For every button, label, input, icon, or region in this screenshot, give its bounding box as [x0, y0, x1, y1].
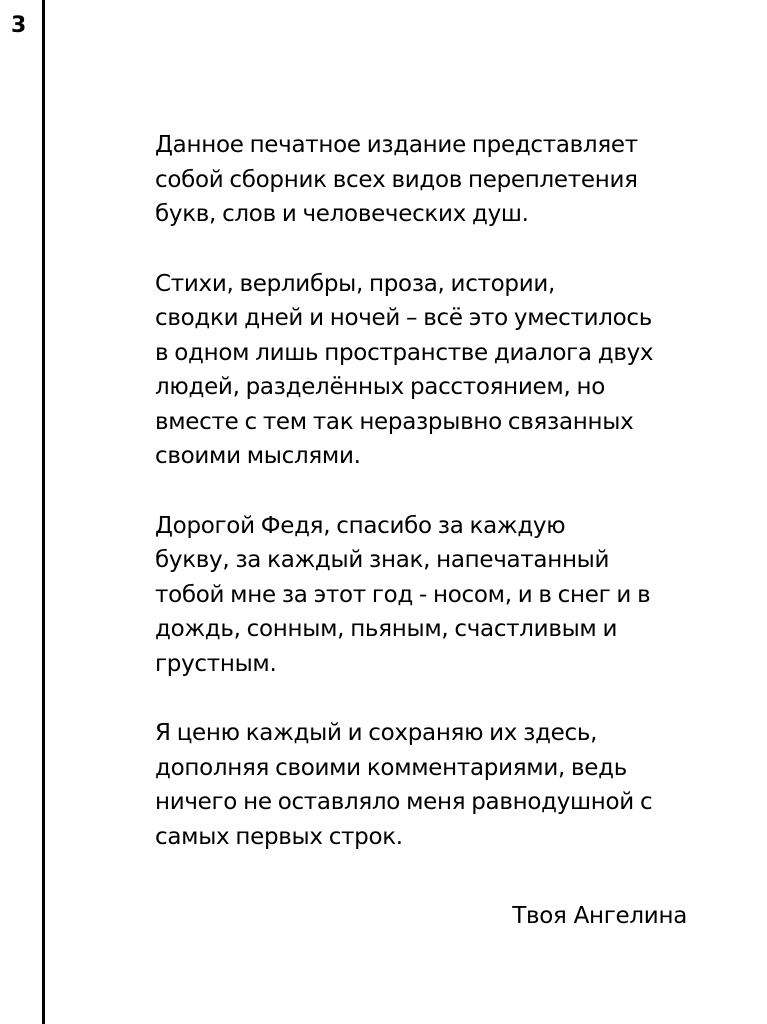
- paragraph-line: самых первых строк.: [155, 823, 403, 850]
- paragraph-line: тобой мне за этот год - носом, и в снег и в: [155, 581, 651, 608]
- paragraph-line: своими мыслями.: [155, 443, 361, 469]
- paragraph-1: [133, 128, 723, 232]
- paragraph-line: ничего не оставляло меня равнодушной с: [155, 789, 653, 815]
- paragraph-line: собой сборник всех видов переплетения: [155, 166, 638, 193]
- paragraph-line: вместе с тем так неразрывно связанных: [155, 408, 634, 435]
- paragraph-line: Я ценю каждый и сохраняю их здесь,: [155, 720, 598, 746]
- signature: Твоя Ангелина: [512, 903, 687, 929]
- paragraph-line: букву, за каждый знак, напечатанный: [155, 547, 610, 573]
- paragraph-line: букв, слов и человеческих душ.: [155, 201, 529, 227]
- paragraph-line: людей, разделённых расстоянием, но: [155, 374, 605, 400]
- paragraph-3: [133, 509, 723, 682]
- paragraph-line: Дорогой Федя, спасибо за каждую: [155, 512, 566, 539]
- paragraph-4: [133, 716, 723, 854]
- paragraph-line: в одном лишь пространстве диалога двух: [155, 339, 654, 366]
- page-number: 3: [11, 13, 27, 38]
- paragraph-2: [133, 267, 723, 474]
- paragraph-line: дождь, сонным, пьяным, счастливым и: [155, 616, 618, 642]
- paragraph-line: Стихи, верлибры, проза, истории,: [155, 270, 556, 297]
- paragraph-line: грустным.: [155, 650, 277, 677]
- paragraph-line: сводки дней и ночей – всё это уместилось: [155, 305, 652, 331]
- margin-rule: [42, 0, 45, 1024]
- paragraph-line: дополняя своими комментариями, ведь: [155, 754, 627, 781]
- paragraph-line: Данное печатное издание представляет: [155, 132, 638, 158]
- body-text: [133, 128, 723, 854]
